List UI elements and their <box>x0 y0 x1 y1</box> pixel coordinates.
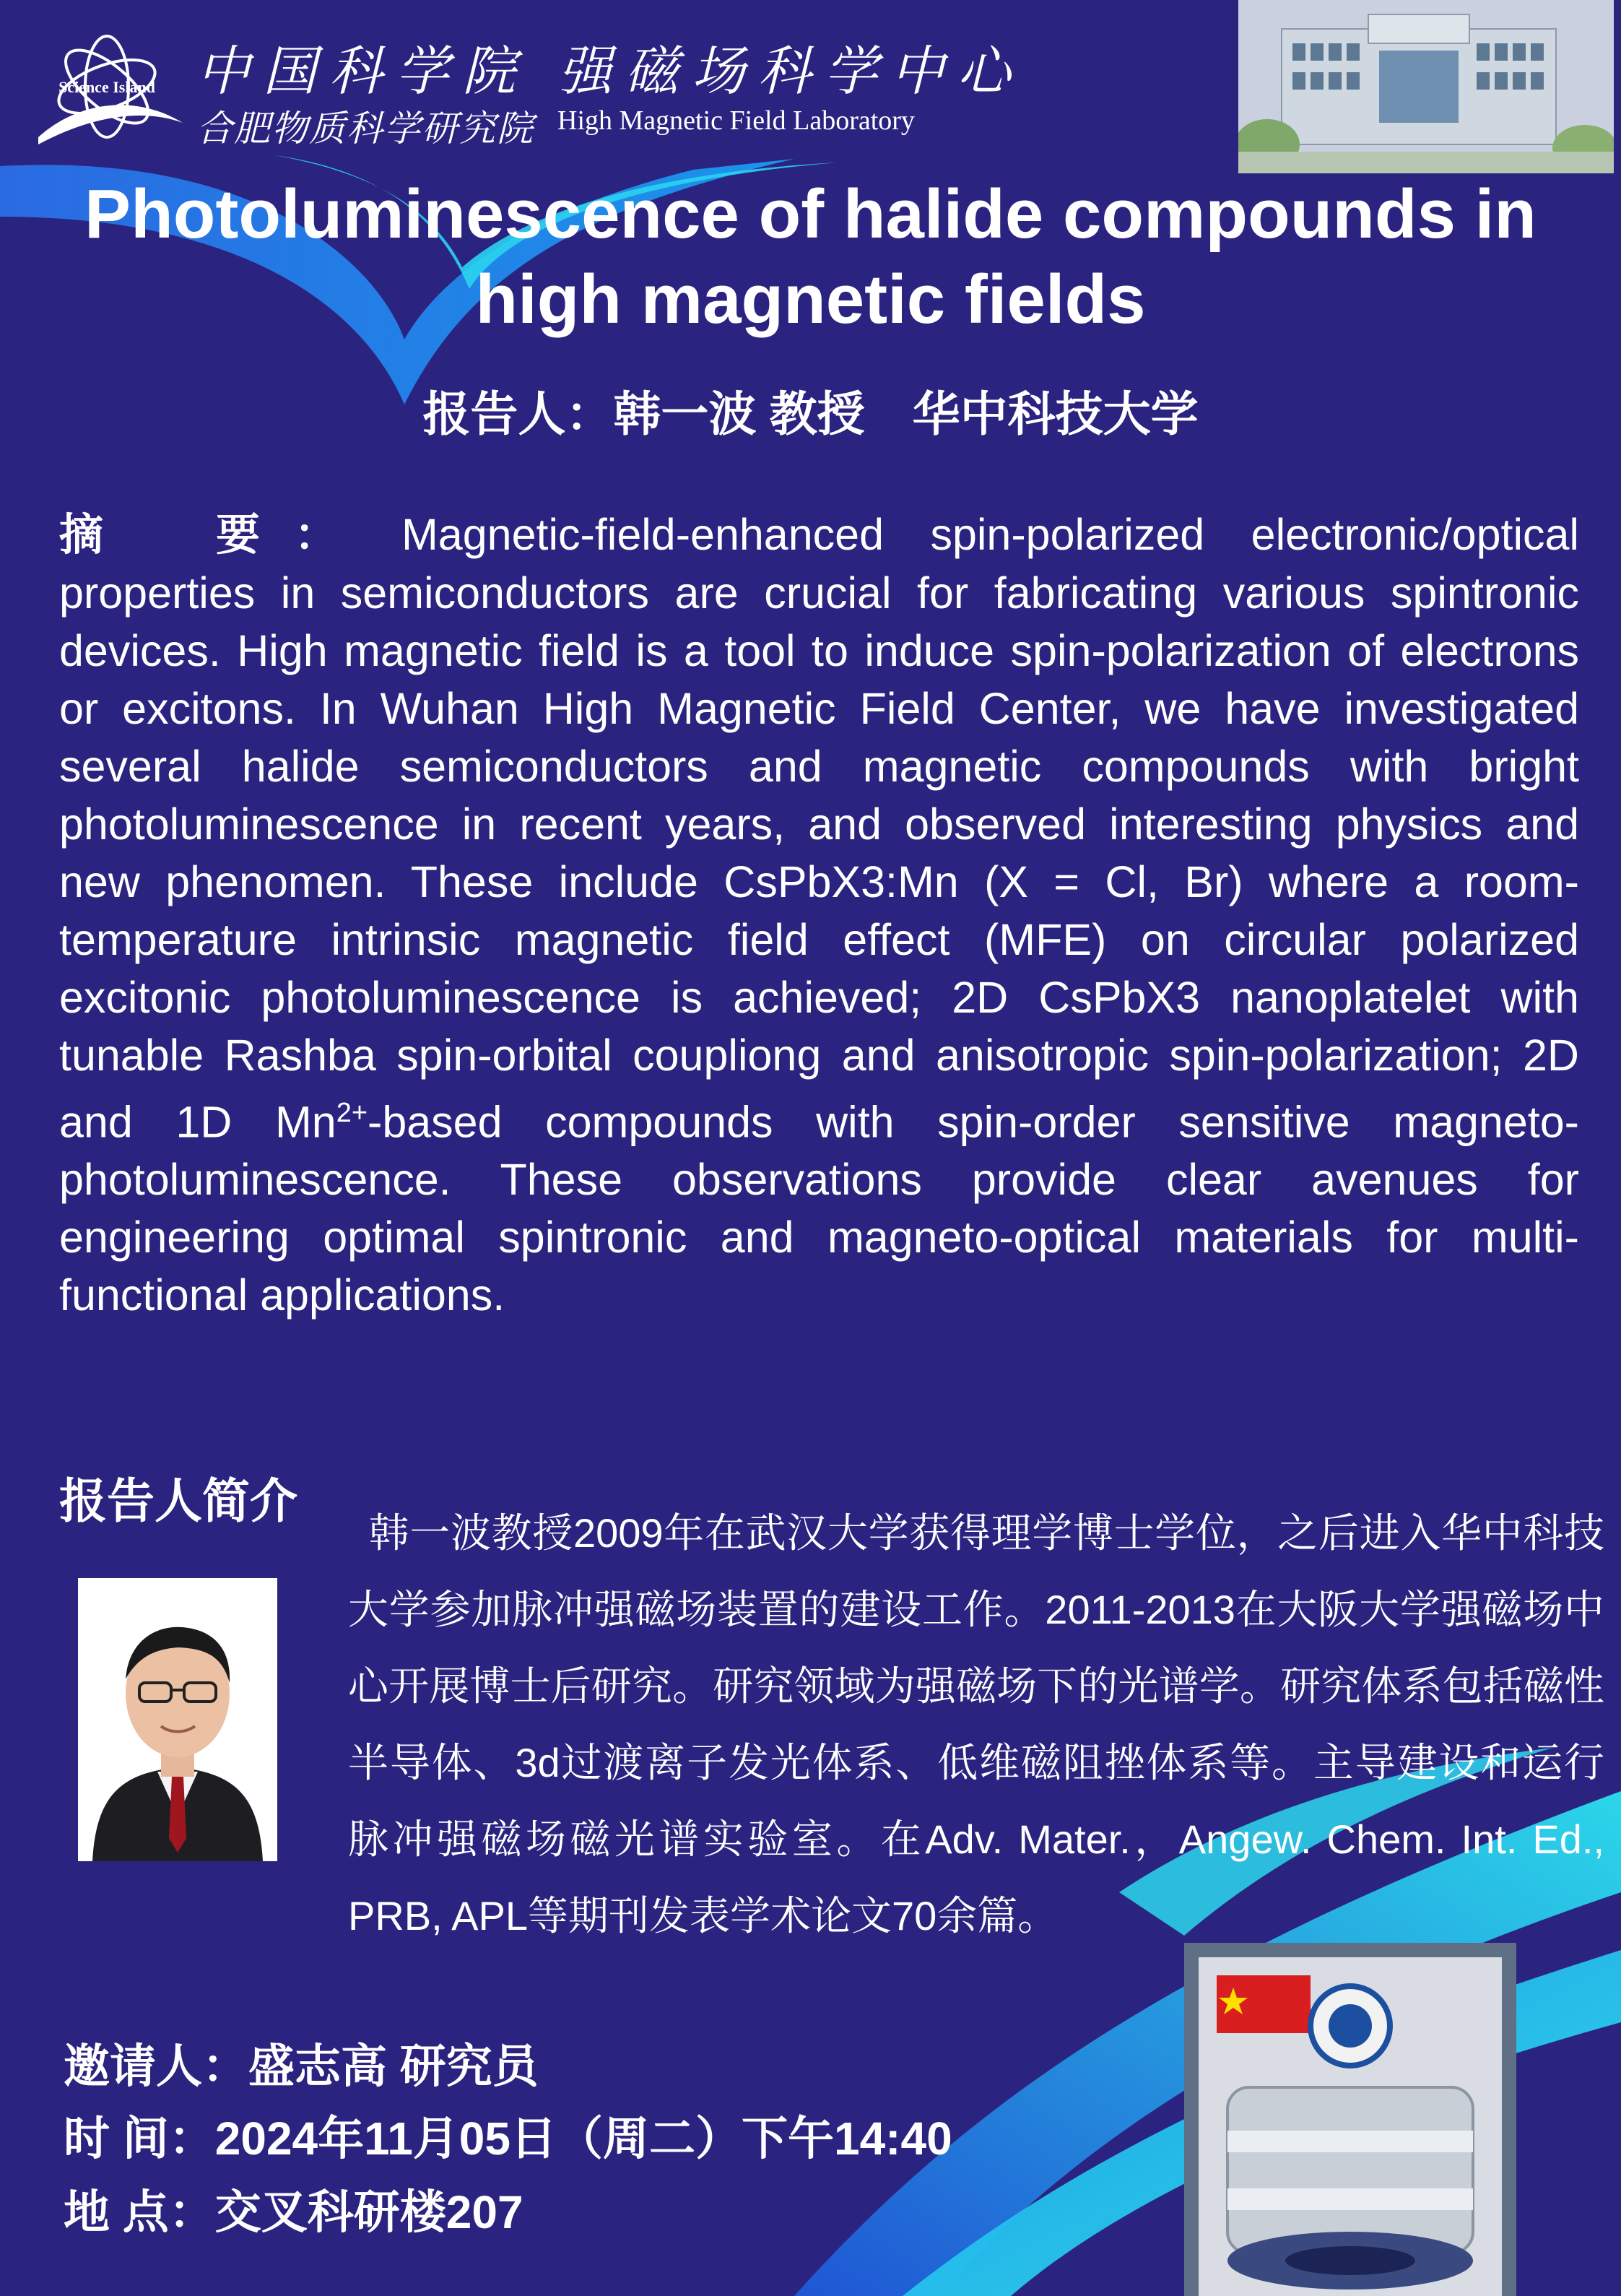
org-name-cn: 中国科学院 强磁场科学中心 <box>196 40 1024 103</box>
speaker-photo <box>78 1578 277 1861</box>
bio-text <box>348 1495 1604 1954</box>
org-subname-cn: 合肥物质科学研究院 <box>196 108 534 150</box>
abstract-superscript: 2+ <box>336 1098 368 1128</box>
speaker-line: 报告人：韩一波 教授 华中科技大学 <box>422 387 1199 441</box>
bio-heading: 报告人简介 <box>59 1474 297 1528</box>
abstract-paragraph <box>59 506 1579 1324</box>
time-line: 时 间：2024年11月05日（周二）下午14:40 <box>64 2113 952 2165</box>
abstract-text: Magnetic-field-enhanced spin-polarized electronic/optical properties in semiconductors are crucial for fabricating various spintronic devices. High magnetic field is a tool to induce spin-polarization of electrons or excitons. In Wuhan High Magnetic Field Center, we have investigated several halide semiconductors and magnetic compounds with bright photoluminescence in recent years, and observed interesting physics and new phenomen. These include CsPbX3:Mn (X = Cl, Br) where a room-temperature intrinsic magnetic field effect (MFE) on circular polarized excitonic photoluminescence is achieved; 2D CsPbX3 nanoplatelet with tunable Rashba spin-orbital coupliong and anisotropic spin-polarization; 2D and 1D Mn <box>59 510 1579 1147</box>
org-name-en: High Magnetic Field Laboratory <box>557 105 915 136</box>
abstract-label: 摘 要： <box>59 509 373 560</box>
talk-title: Photoluminescence of halide compounds in high magnetic fields <box>84 176 1537 338</box>
abstract-text-continued: -based compounds with spin-order sensitive magneto-photoluminescence. These observations provide clear avenues for engineering optimal spintronic and magneto-optical materials for multi-functional applications. <box>59 1097 1579 1320</box>
lab-building-image <box>1238 0 1614 173</box>
bio-paragraph: 韩一波教授2009年在武汉大学获得理学博士学位，之后进入华中科技大学参加脉冲强磁场装置的建设工作。2011-2013在大阪大学强磁场中心开展博士后研究。研究领域为强磁场下的光谱学。研究体系包括磁性半导体、3d过渡离子发光体系、低维磁阻挫体系等。主导建设和运行脉冲强磁场磁光谱实验室。在Adv. Mater.，Angew. Chem. Int. Ed., PRB, APL等期刊发表学术论文70余篇。 <box>348 1510 1604 1938</box>
science-island-logo <box>35 29 186 152</box>
magnet-facility-image <box>1184 1943 1516 2296</box>
inviter-line: 邀请人：盛志高 研究员 <box>64 2040 539 2092</box>
place-line: 地 点：交叉科研楼207 <box>64 2186 523 2238</box>
logo-text: Science Island <box>58 78 155 96</box>
